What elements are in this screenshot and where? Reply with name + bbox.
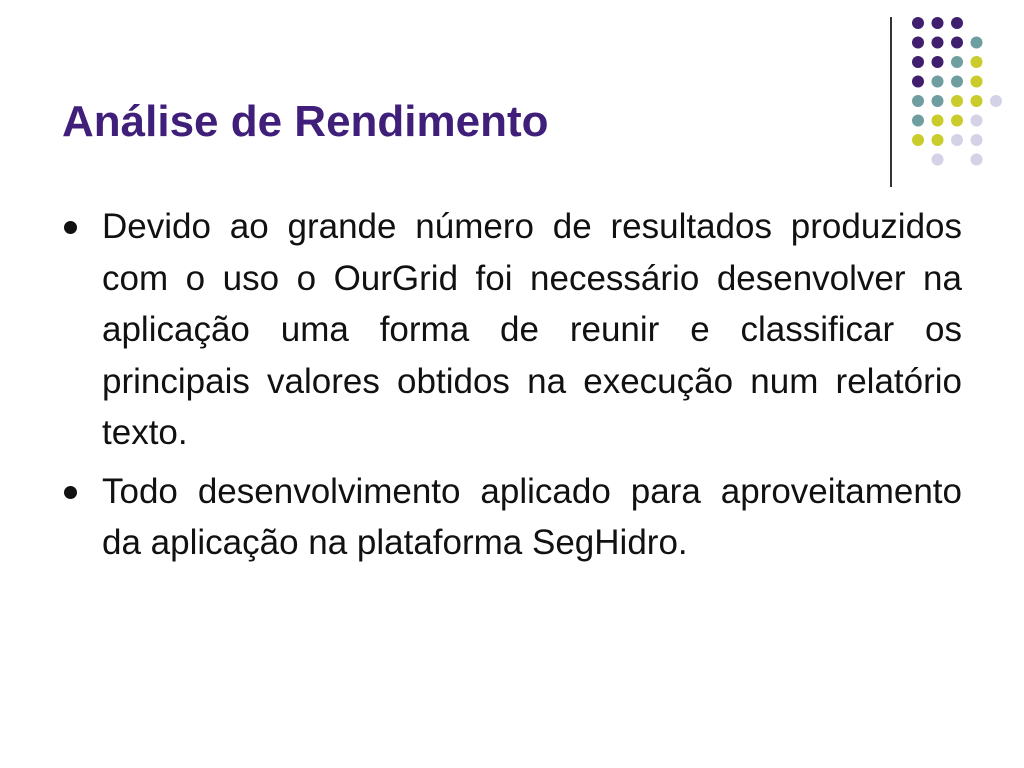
bullet-item <box>62 466 962 569</box>
decorative-dot <box>971 154 983 166</box>
decorative-dot <box>951 95 963 107</box>
decorative-dot <box>971 115 983 127</box>
decorative-dot <box>932 95 944 107</box>
decorative-dot <box>971 76 983 88</box>
decorative-dot <box>971 134 983 146</box>
decorative-dot <box>932 17 944 29</box>
vertical-divider-line <box>890 17 892 187</box>
decorative-dot <box>912 56 924 68</box>
decorative-dot <box>951 115 963 127</box>
decorative-dot <box>971 95 983 107</box>
decorative-dot <box>971 37 983 49</box>
decorative-dot <box>951 17 963 29</box>
decorative-dot <box>932 37 944 49</box>
bullet-text: Todo desenvolvimento aplicado para aproveitamento da aplicação na plataforma SegHidro. <box>102 471 962 562</box>
decorative-dot <box>932 134 944 146</box>
decorative-dot <box>912 17 924 29</box>
decorative-dot <box>912 115 924 127</box>
decorative-dot <box>932 115 944 127</box>
decorative-dot <box>951 56 963 68</box>
slide-title: Análise de Rendimento <box>62 97 549 146</box>
decorative-dot <box>912 37 924 49</box>
bullet-item <box>62 201 962 459</box>
decorative-dot <box>932 56 944 68</box>
decorative-dot <box>932 154 944 166</box>
decorative-dot <box>971 56 983 68</box>
bullet-list <box>62 201 962 576</box>
decorative-dot <box>951 76 963 88</box>
bullet-dot-icon <box>64 486 77 499</box>
decorative-dot <box>990 95 1002 107</box>
decorative-dot <box>912 76 924 88</box>
decorative-dot <box>951 37 963 49</box>
decorative-dot <box>951 134 963 146</box>
decorative-dot <box>912 95 924 107</box>
decorative-dot <box>932 76 944 88</box>
bullet-dot-icon <box>64 221 77 234</box>
bullet-text: Devido ao grande número de resultados produzidos com o uso o OurGrid foi necessário desenvolver na aplicação uma forma de reunir e classificar os principais valores obtidos na execução num relatório texto. <box>102 207 962 452</box>
decorative-dot <box>912 134 924 146</box>
